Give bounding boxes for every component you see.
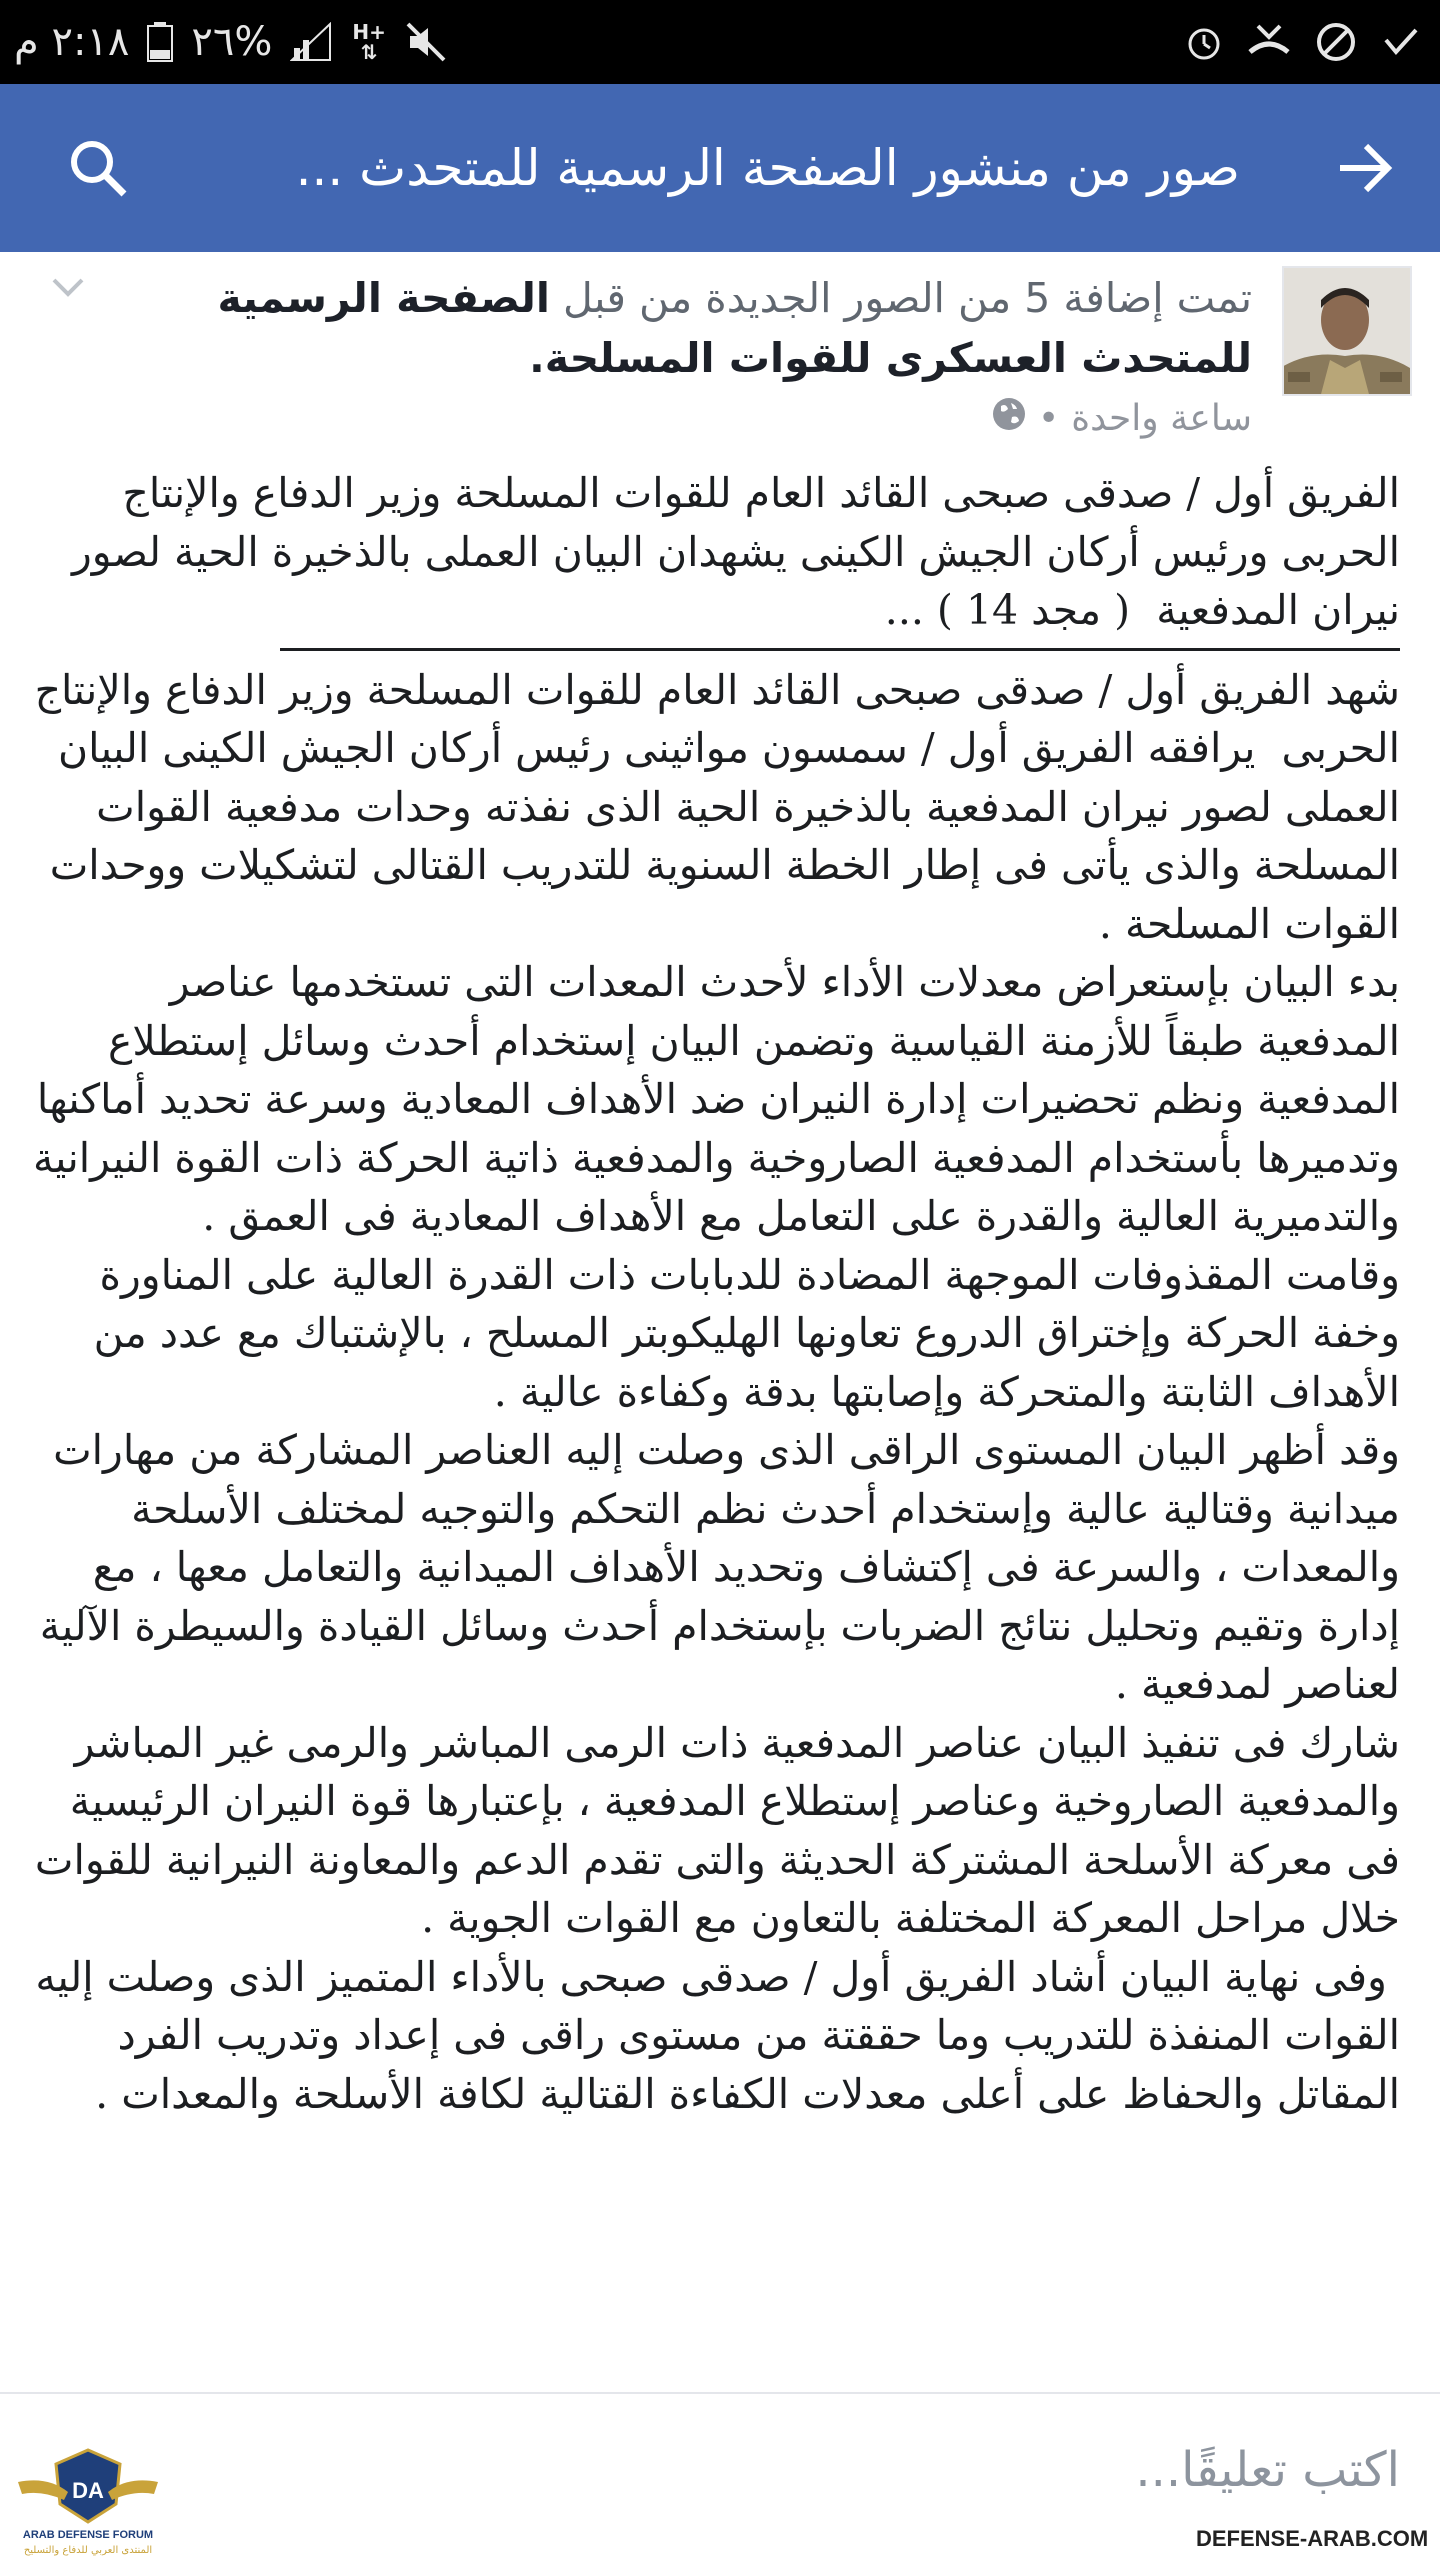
- avatar[interactable]: [1282, 266, 1412, 396]
- data-arrows-icon: ⇅: [360, 40, 378, 64]
- globe-icon: [992, 397, 1026, 440]
- photo-count: 5: [1024, 274, 1051, 322]
- blocked-icon: [1314, 20, 1358, 64]
- status-bar: [0, 0, 1440, 84]
- post-body: [19, 464, 1400, 2123]
- post-meta: [992, 390, 1252, 446]
- post-options-button[interactable]: [46, 266, 90, 310]
- post-timestamp[interactable]: ساعة واحدة: [1071, 397, 1252, 439]
- svg-text:ARAB DEFENSE FORUM: ARAB DEFENSE FORUM: [22, 2529, 154, 2541]
- divider-line: [280, 648, 1400, 651]
- clock: ٢:١٨ م: [14, 19, 130, 65]
- post-paragraph: شارك فى تنفيذ البيان عناصر المدفعية ذات الرمى المباشر والرمى غير المباشر والمدفعية الصاروخية وعناصر إستطلاع المدفعية ، بإعتبارها قوة النيران الرئيسية فى معركة الأسلحة المشتركة الحديثة والتى تقدم الدعم والمعاونة النيرانية للقوات خلال مراحل المعركة المختلفة بالتعاون مع القوات الجوية .: [21, 1718, 1400, 1942]
- forum-logo: [8, 2442, 168, 2558]
- app-bar: [0, 84, 1440, 252]
- comment-bar: [0, 2392, 1440, 2560]
- post-header: [172, 268, 1252, 388]
- post-paragraph: بدء البيان بإستعراض معدلات الأداء لأحدث المعدات التى تستخدمها عناصر المدفعية طبقاً للأزمنة القياسية وتضمن البيان إستخدام أحدث وسائل إستطلاع المدفعية ونظم تحضيرات إدارة النيران ضد الأهداف المعادية وسرعة تحديد أماكنها وتدميرها بأستخدام المدفعية الصاروخية والمدفعية ذاتية الحركة ذات القوة النيرانية والتدميرية العالية والقدرة على التعامل مع الأهداف المعادية فى العمق .: [19, 958, 1400, 1240]
- post-paragraph: وقامت المقذوفات الموجهة المضادة للدبابات ذات القدرة العالية على المناورة وخفة الحركة وإختراق الدروع تعاونها الهليكوبتر المسلح ، بالإشتباك مع عدد من الأهداف الثابتة والمتحركة وإصابتها بدقة وكفاءة عالية .: [80, 1250, 1400, 1416]
- post-paragraph: وفى نهاية البيان أشاد الفريق أول / صدقى صبحى بالأداء المتميز الذى وصلت إليه القوات المنفذة للتدريب وما حققتة من مستوى راقى فى إعداد وتدريب الفرد المقاتل والحفاظ على أعلى معدلات الكفاءة القتالية لكافة الأسلحة والمعدات .: [22, 1952, 1400, 2118]
- mute-icon: [404, 20, 448, 64]
- post-intro: الفريق أول / صدقى صبحى القائد العام للقوات المسلحة وزير الدفاع والإنتاج الحربى ورئيس أركان الجيش الكينى يشهدان البيان العملى بالذخيرة الحية لصور نيران المدفعية ( مجد 14 ) ...: [58, 469, 1400, 634]
- network-type-label: H+: [352, 20, 386, 44]
- officer-portrait-icon: [1282, 268, 1410, 396]
- header-mid: من الصور الجديدة من قبل: [549, 274, 1025, 322]
- back-button[interactable]: [1322, 126, 1406, 210]
- arrow-right-icon: [1332, 136, 1396, 200]
- battery-icon: [147, 22, 173, 62]
- page-name-link[interactable]: الصفحة الرسمية للمتحدث العسكرى للقوات المسلحة: [217, 274, 1252, 382]
- post-paragraph: وقد أظهر البيان المستوى الراقى الذى وصلت إليه العناصر المشاركة من مهارات ميدانية وقتالية عالية وإستخدام أحدث نظم التحكم والتوجيه لمختلف الأسلحة والمعدات ، والسرعة فى إكتشاف وتحديد الأهداف الميدانية والتعامل معها ، مع إدارة وتقيم وتحليل نتائج الضربات بإستخدام أحدث وسائل القيادة والسيطرة الآلية لعناصر لمدفعية .: [26, 1426, 1400, 1708]
- status-right: [1184, 0, 1420, 84]
- missed-call-icon: [1246, 22, 1292, 62]
- battery-percent: %٢٦: [191, 19, 273, 65]
- alarm-icon: [1184, 22, 1224, 62]
- search-icon: [66, 136, 130, 200]
- meta-separator: •: [1038, 397, 1060, 439]
- post-paragraph: شهد الفريق أول / صدقى صبحى القائد العام للقوات المسلحة وزير الدفاع والإنتاج الحربى يرافقه الفريق أول / سمسون مواثينى رئيس أركان الجيش الكينى البيان العملى لصور نيران المدفعية بالذخيرة الحية الذى نفذته وحدات مدفعية القوات المسلحة والذى يأتى فى إطار الخطة السنوية للتدريب القتالى لتشكيلات ووحدات القوات المسلحة .: [21, 665, 1400, 948]
- watermark-site: DEFENSE-ARAB.COM: [1196, 2526, 1429, 2551]
- signal-icon: [290, 22, 334, 62]
- check-arrow-icon: [1380, 22, 1420, 62]
- status-left: [14, 0, 448, 84]
- chevron-down-icon: [46, 266, 90, 310]
- comment-input[interactable]: اكتب تعليقًا...: [1135, 2442, 1400, 2498]
- network-type-icon: [352, 22, 386, 62]
- post: [0, 252, 1440, 2392]
- page-title: صور من منشور الصفحة الرسمية للمتحدث ...: [295, 139, 1240, 197]
- header-end: .: [529, 334, 545, 382]
- header-prefix: تمت إضافة: [1050, 274, 1252, 322]
- search-button[interactable]: [56, 126, 140, 210]
- svg-text:المنتدى العربي للدفاع والتسليح: المنتدى العربي للدفاع والتسليح: [23, 2545, 153, 2556]
- svg-text:DA: DA: [72, 2478, 104, 2503]
